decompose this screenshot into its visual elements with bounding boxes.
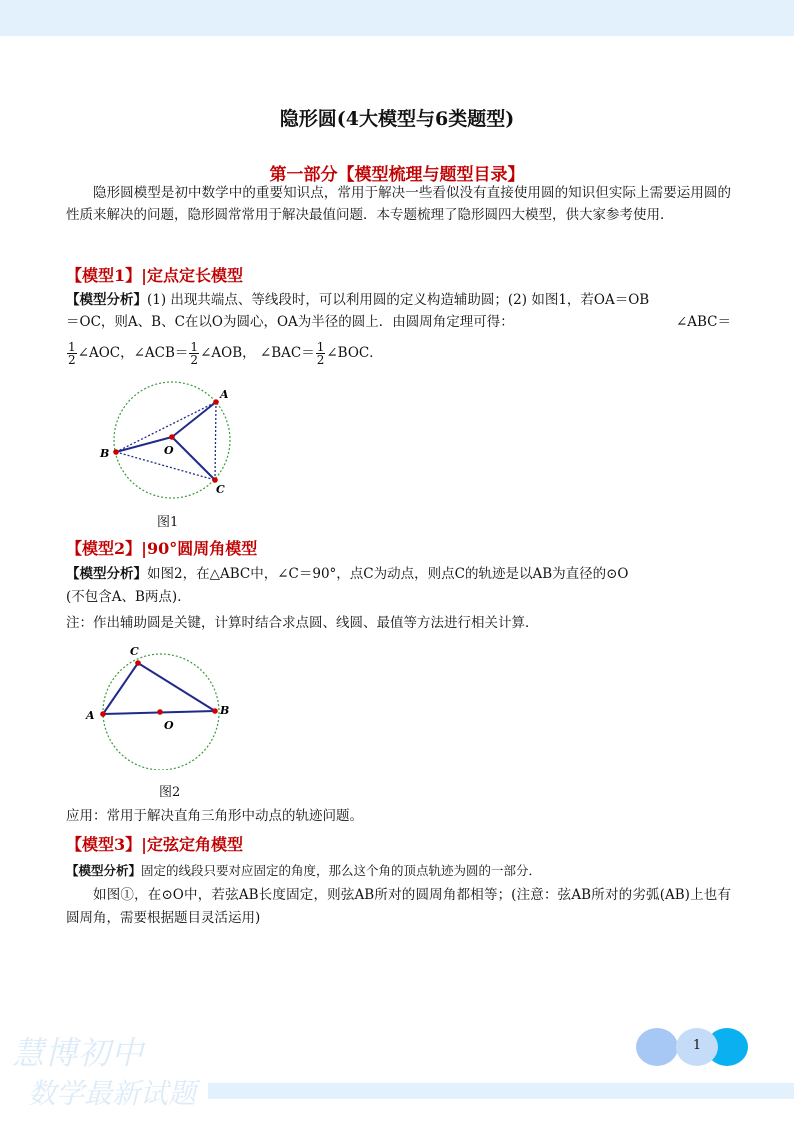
fig1-point-a bbox=[213, 399, 219, 405]
fig2-point-a bbox=[100, 711, 106, 717]
formula-part-2: ∠AOB， ∠BAC＝ bbox=[200, 345, 315, 361]
figure-1-caption: 图1 bbox=[157, 515, 179, 530]
document-title: 隐形圆(4大模型与6类题型) bbox=[279, 108, 515, 130]
model1-title: 【模型1】|定点定长模型 bbox=[66, 266, 243, 285]
frac-den: 2 bbox=[316, 353, 325, 367]
fig1-radius-oa bbox=[172, 402, 216, 437]
model1-line2 bbox=[66, 311, 731, 333]
fraction-half-3 bbox=[316, 341, 326, 366]
fig2-side-cb bbox=[138, 663, 215, 711]
fig2-label-o: O bbox=[164, 719, 174, 732]
logo-line-1: 慧博初中 bbox=[12, 1034, 145, 1072]
model2-note: 注：作出辅助圆是关键，计算时结合求点圆、线圆、最值等方法进行相关计算． bbox=[66, 615, 539, 631]
fig1-label-a: A bbox=[220, 388, 229, 401]
fig2-point-o bbox=[157, 709, 163, 715]
frac-num: 1 bbox=[316, 340, 325, 354]
logo-line-2: 数学最新试题 bbox=[28, 1077, 197, 1110]
fraction-half-2 bbox=[189, 341, 199, 366]
figure-2 bbox=[84, 640, 234, 770]
fig2-point-b bbox=[212, 708, 218, 714]
part-heading: 第一部分【模型梳理与题型目录】 bbox=[269, 165, 525, 185]
model1-analysis-text: (1) 出现共端点、等线段时，可以利用圆的定义构造辅助圆；(2) 如图1，若 bbox=[147, 292, 594, 308]
fig1-point-b bbox=[113, 449, 119, 455]
fig2-point-c bbox=[135, 660, 141, 666]
fig2-side-ac bbox=[103, 663, 138, 714]
fig2-label-a: A bbox=[86, 709, 95, 722]
fig1-point-o bbox=[169, 434, 175, 440]
model2-analysis bbox=[66, 563, 731, 585]
intro-paragraph: 隐形圆模型是初中数学中的重要知识点，常用于解决一些看似没有直接使用圆的知识但实际上需要运用圆的性质来解决的问题，隐形圆常常用于解决最值问题．本专题梳理了隐形圆四大模型，供大家参考使用． bbox=[66, 185, 731, 223]
model1-eq1: OA＝OB bbox=[593, 292, 650, 308]
model2-line2: (不包含A、B两点)． bbox=[66, 589, 191, 605]
model1-angle-abc: ∠ABC＝ bbox=[675, 314, 731, 330]
model3-analysis-text: 固定的线段只要对应固定的角度，那么这个角的顶点轨迹为圆的一部分． bbox=[141, 863, 542, 878]
model2-analysis-tag: 【模型分析】 bbox=[66, 566, 147, 582]
figure-1 bbox=[96, 376, 236, 506]
frac-num: 1 bbox=[68, 340, 76, 354]
formula-part-1: ∠AOC，∠ACB＝ bbox=[77, 345, 189, 361]
model3-analysis bbox=[66, 860, 731, 882]
fig1-label-o: O bbox=[164, 444, 174, 457]
model1-analysis-tag: 【模型分析】 bbox=[66, 292, 147, 308]
frac-den: 2 bbox=[190, 353, 199, 367]
model3-title: 【模型3】|定弦定角模型 bbox=[66, 835, 243, 854]
fig2-label-c: C bbox=[130, 645, 139, 658]
model3-analysis-tag: 【模型分析】 bbox=[66, 863, 142, 878]
model2-analysis-text: 如图2，在△ABC中，∠C＝90°，点C为动点，则点C的轨迹是以AB为直径的⊙O bbox=[147, 566, 629, 582]
model3-paragraph: 如图①，在⊙O中，若弦AB长度固定，则弦AB所对的圆周角都相等；(注意：弦AB所对的劣弧(AB)上也有圆周角，需要根据题目灵活运用) bbox=[66, 887, 731, 926]
formula-part-3: ∠BOC． bbox=[326, 345, 383, 361]
frac-num: 1 bbox=[190, 340, 199, 354]
figure-2-caption: 图2 bbox=[159, 785, 181, 800]
model1-formulas bbox=[66, 339, 731, 367]
header-band bbox=[0, 0, 794, 36]
fig1-label-c: C bbox=[216, 483, 225, 496]
footer-band bbox=[208, 1083, 794, 1099]
page-number: 1 bbox=[692, 1038, 702, 1053]
fig2-label-b: B bbox=[220, 704, 230, 717]
model1-line2-text: ＝OC，则A、B、C在以O为圆心，OA为半径的圆上．由圆周角定理可得： bbox=[66, 314, 514, 330]
fig1-line-ac bbox=[215, 402, 216, 480]
model2-application: 应用：常用于解决直角三角形中动点的轨迹问题。 bbox=[66, 808, 363, 824]
fraction-half-1 bbox=[67, 341, 77, 366]
fig1-label-b: B bbox=[100, 447, 110, 460]
watermark-logo bbox=[12, 1028, 212, 1114]
model1-analysis bbox=[66, 289, 731, 311]
model2-title: 【模型2】|90°圆周角模型 bbox=[66, 539, 258, 558]
badge-circle-left bbox=[636, 1028, 678, 1066]
fig1-point-c bbox=[212, 477, 218, 483]
frac-den: 2 bbox=[68, 353, 76, 367]
